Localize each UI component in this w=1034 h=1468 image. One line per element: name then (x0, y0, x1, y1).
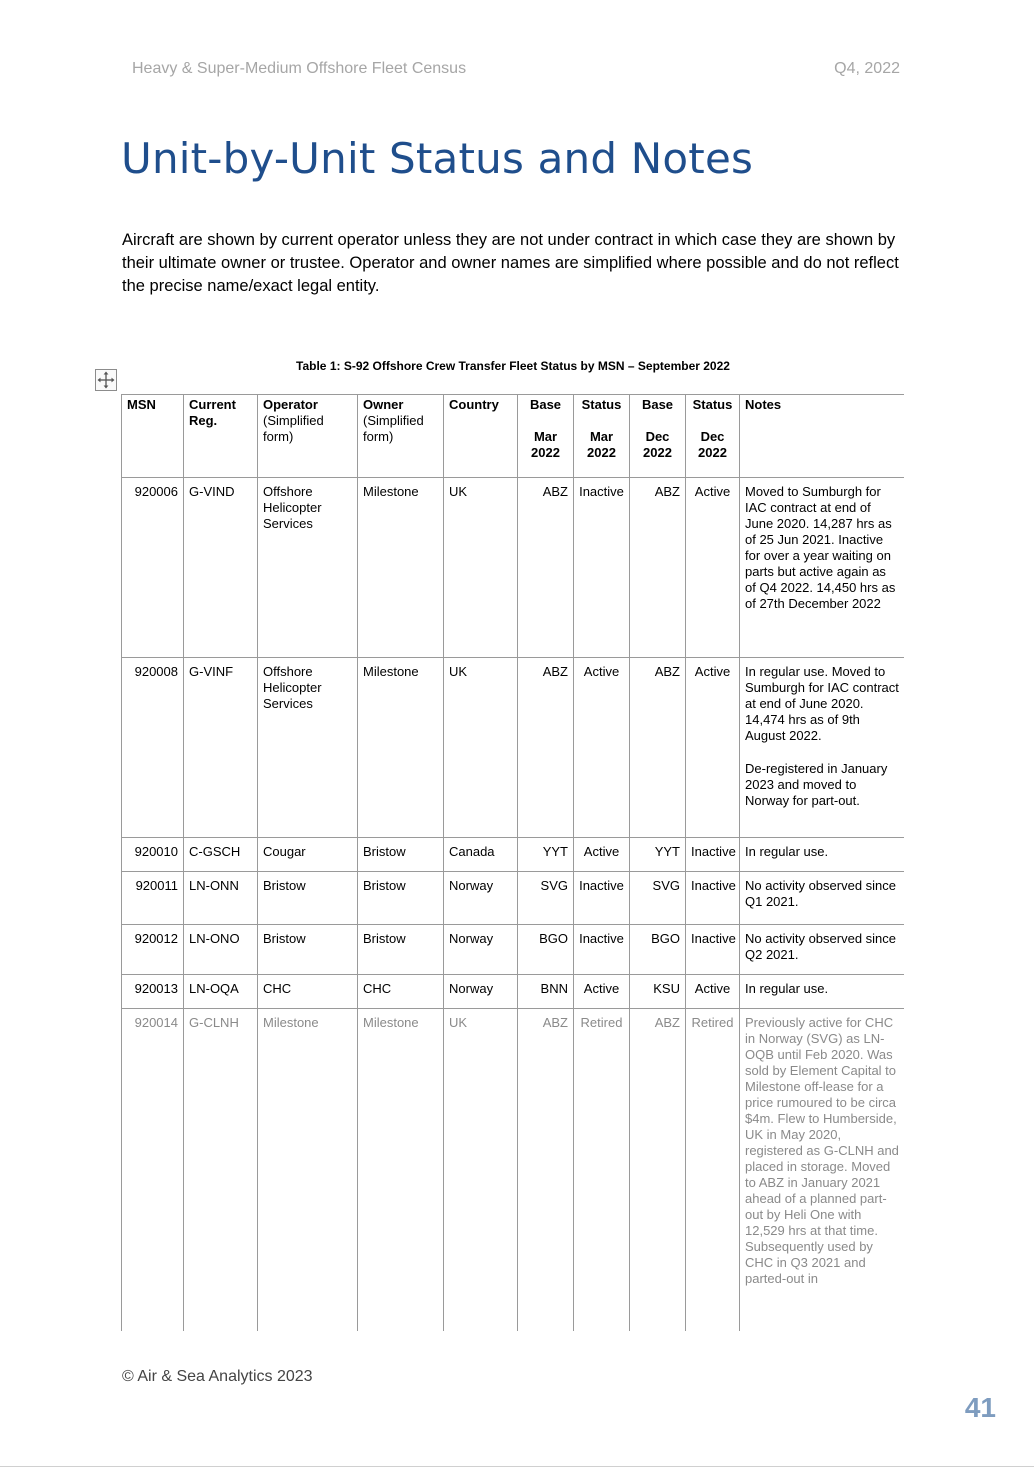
header-operator (258, 395, 358, 478)
table-caption: Table 1: S-92 Offshore Crew Transfer Fleet Status by MSN – September 2022 (296, 359, 730, 373)
cell-operator: Offshore Helicopter Services (258, 478, 358, 658)
cell-msn: 920013 (122, 975, 184, 1009)
header-status-dec (686, 395, 740, 478)
cell-country: UK (444, 478, 518, 658)
cell-current-reg: C-GSCH (184, 838, 258, 872)
cell-status-mar: Retired (574, 1009, 630, 1332)
cell-owner: Bristow (358, 838, 444, 872)
cell-status-dec: Active (686, 658, 740, 838)
cell-base-dec: BGO (630, 925, 686, 975)
table-row (122, 925, 905, 975)
cell-msn: 920012 (122, 925, 184, 975)
page-title: Unit-by-Unit Status and Notes (121, 134, 754, 183)
cell-msn: 920014 (122, 1009, 184, 1332)
page-number: 41 (964, 1392, 996, 1423)
intro-paragraph: Aircraft are shown by current operator unless they are not under contract in which case they are shown by their ultimate owner or trustee. Operator and owner names are simplified where possible and do not reflect the precise name/exact legal entity. (122, 231, 899, 295)
cell-status-dec: Inactive (686, 872, 740, 925)
cell-base-mar: SVG (518, 872, 574, 925)
cell-operator: Cougar (258, 838, 358, 872)
cell-country: Canada (444, 838, 518, 872)
cell-current-reg: G-VIND (184, 478, 258, 658)
running-header-period: Q4, 2022 (834, 60, 900, 77)
cell-status-mar: Active (574, 658, 630, 838)
cell-notes (740, 838, 905, 872)
header-owner (358, 395, 444, 478)
cell-base-dec: YYT (630, 838, 686, 872)
table-row (122, 1009, 905, 1332)
header-base-mar-period: Mar 2022 (531, 429, 560, 460)
cell-base-mar: BNN (518, 975, 574, 1009)
cell-status-dec: Inactive (686, 925, 740, 975)
cell-current-reg: G-VINF (184, 658, 258, 838)
note-text: No activity observed since Q2 2021. (745, 931, 897, 962)
cell-owner: Milestone (358, 1009, 444, 1332)
cell-current-reg: G-CLNH (184, 1009, 258, 1332)
header-status-mar-label: Status (581, 397, 622, 412)
fleet-status-table-container (121, 394, 904, 1331)
cell-status-mar: Inactive (574, 925, 630, 975)
cell-status-mar: Inactive (574, 872, 630, 925)
cell-notes (740, 478, 905, 658)
cell-notes (740, 975, 905, 1009)
note-text: No activity observed since Q1 2021. (745, 878, 897, 909)
cell-notes (740, 658, 905, 838)
header-operator-sub: (Simplified form) (263, 413, 324, 444)
cell-status-mar: Inactive (574, 478, 630, 658)
cell-notes (740, 1009, 905, 1332)
cell-status-dec: Inactive (686, 838, 740, 872)
table-row (122, 872, 905, 925)
table-row (122, 975, 905, 1009)
cell-status-mar: Active (574, 975, 630, 1009)
header-base-dec-period: Dec 2022 (643, 429, 672, 460)
fleet-status-table (121, 394, 904, 1331)
cell-base-dec: ABZ (630, 478, 686, 658)
cell-notes (740, 872, 905, 925)
cell-country: Norway (444, 975, 518, 1009)
page-bottom-rule (0, 1466, 1034, 1467)
note-text: In regular use. (745, 981, 829, 996)
header-owner-label: Owner (363, 397, 404, 412)
cell-status-dec: Active (686, 478, 740, 658)
header-country: Country (444, 395, 518, 478)
cell-current-reg: LN-ONO (184, 925, 258, 975)
header-base-dec (630, 395, 686, 478)
cell-country: UK (444, 1009, 518, 1332)
header-owner-sub: (Simplified form) (363, 413, 424, 444)
header-current-reg: Current Reg. (184, 395, 258, 478)
cell-base-mar: YYT (518, 838, 574, 872)
cell-operator: CHC (258, 975, 358, 1009)
cell-notes (740, 925, 905, 975)
cell-operator: Milestone (258, 1009, 358, 1332)
header-status-mar (574, 395, 630, 478)
header-operator-label: Operator (263, 397, 318, 412)
running-header-title: Heavy & Super-Medium Offshore Fleet Census (132, 60, 467, 77)
table-row (122, 838, 905, 872)
table-row (122, 478, 905, 658)
header-base-mar-label: Base (529, 397, 562, 412)
cell-country: UK (444, 658, 518, 838)
cell-base-mar: ABZ (518, 1009, 574, 1332)
cell-base-mar: ABZ (518, 658, 574, 838)
cell-status-mar: Active (574, 838, 630, 872)
footer-copyright: © Air & Sea Analytics 2023 (122, 1368, 313, 1385)
cell-msn: 920011 (122, 872, 184, 925)
table-row (122, 658, 905, 838)
header-base-dec-label: Base (641, 397, 674, 412)
header-base-mar (518, 395, 574, 478)
cell-base-mar: BGO (518, 925, 574, 975)
cell-base-mar: ABZ (518, 478, 574, 658)
header-status-dec-label: Status (692, 397, 733, 412)
note-text: In regular use. Moved to Sumburgh for IAC contract at end of June 2020. 14,474 hrs as of 9th August 2022. (745, 664, 899, 743)
cell-msn: 920010 (122, 838, 184, 872)
cell-base-dec: ABZ (630, 1009, 686, 1332)
cell-country: Norway (444, 872, 518, 925)
cell-base-dec: ABZ (630, 658, 686, 838)
cell-status-dec: Retired (686, 1009, 740, 1332)
cell-base-dec: KSU (630, 975, 686, 1009)
cell-msn: 920006 (122, 478, 184, 658)
cell-msn: 920008 (122, 658, 184, 838)
cell-current-reg: LN-OQA (184, 975, 258, 1009)
header-status-mar-period: Mar 2022 (587, 429, 616, 460)
cell-owner: Milestone (358, 658, 444, 838)
header-msn: MSN (122, 395, 184, 478)
cell-operator: Bristow (258, 872, 358, 925)
header-notes: Notes (740, 395, 905, 478)
note-text: In regular use. (745, 844, 829, 859)
cell-base-dec: SVG (630, 872, 686, 925)
note-text: De-registered in January 2023 and moved to Norway for part-out. (745, 761, 888, 808)
cell-status-dec: Active (686, 975, 740, 1009)
table-move-handle-icon[interactable] (95, 369, 117, 391)
cell-operator: Bristow (258, 925, 358, 975)
note-text: Previously active for CHC in Norway (SVG) as LN-OQB until Feb 2020. Was sold by Element Capital to Milestone off-lease for a price rumoured to be circa $4m. Flew to Humberside, UK in May 2020, registered as G-CLNH and placed in storage. Moved to ABZ in January 2021 ahead of a planned part-out by Heli One with 12,529 hrs at that time. Subsequently used by CHC in Q3 2021 and parted-out in (745, 1015, 899, 1286)
cell-current-reg: LN-ONN (184, 872, 258, 925)
cell-owner: Bristow (358, 872, 444, 925)
header-status-dec-period: Dec 2022 (698, 429, 727, 460)
cell-country: Norway (444, 925, 518, 975)
cell-owner: Bristow (358, 925, 444, 975)
table-header-row (122, 395, 905, 478)
note-text: Moved to Sumburgh for IAC contract at end of June 2020. 14,287 hrs as of 25 Jun 2021. Inactive for over a year waiting on parts but active again as of Q4 2022. 14,450 hrs as of 27th December 2022 (745, 484, 896, 611)
cell-owner: CHC (358, 975, 444, 1009)
cell-owner: Milestone (358, 478, 444, 658)
cell-operator: Offshore Helicopter Services (258, 658, 358, 838)
